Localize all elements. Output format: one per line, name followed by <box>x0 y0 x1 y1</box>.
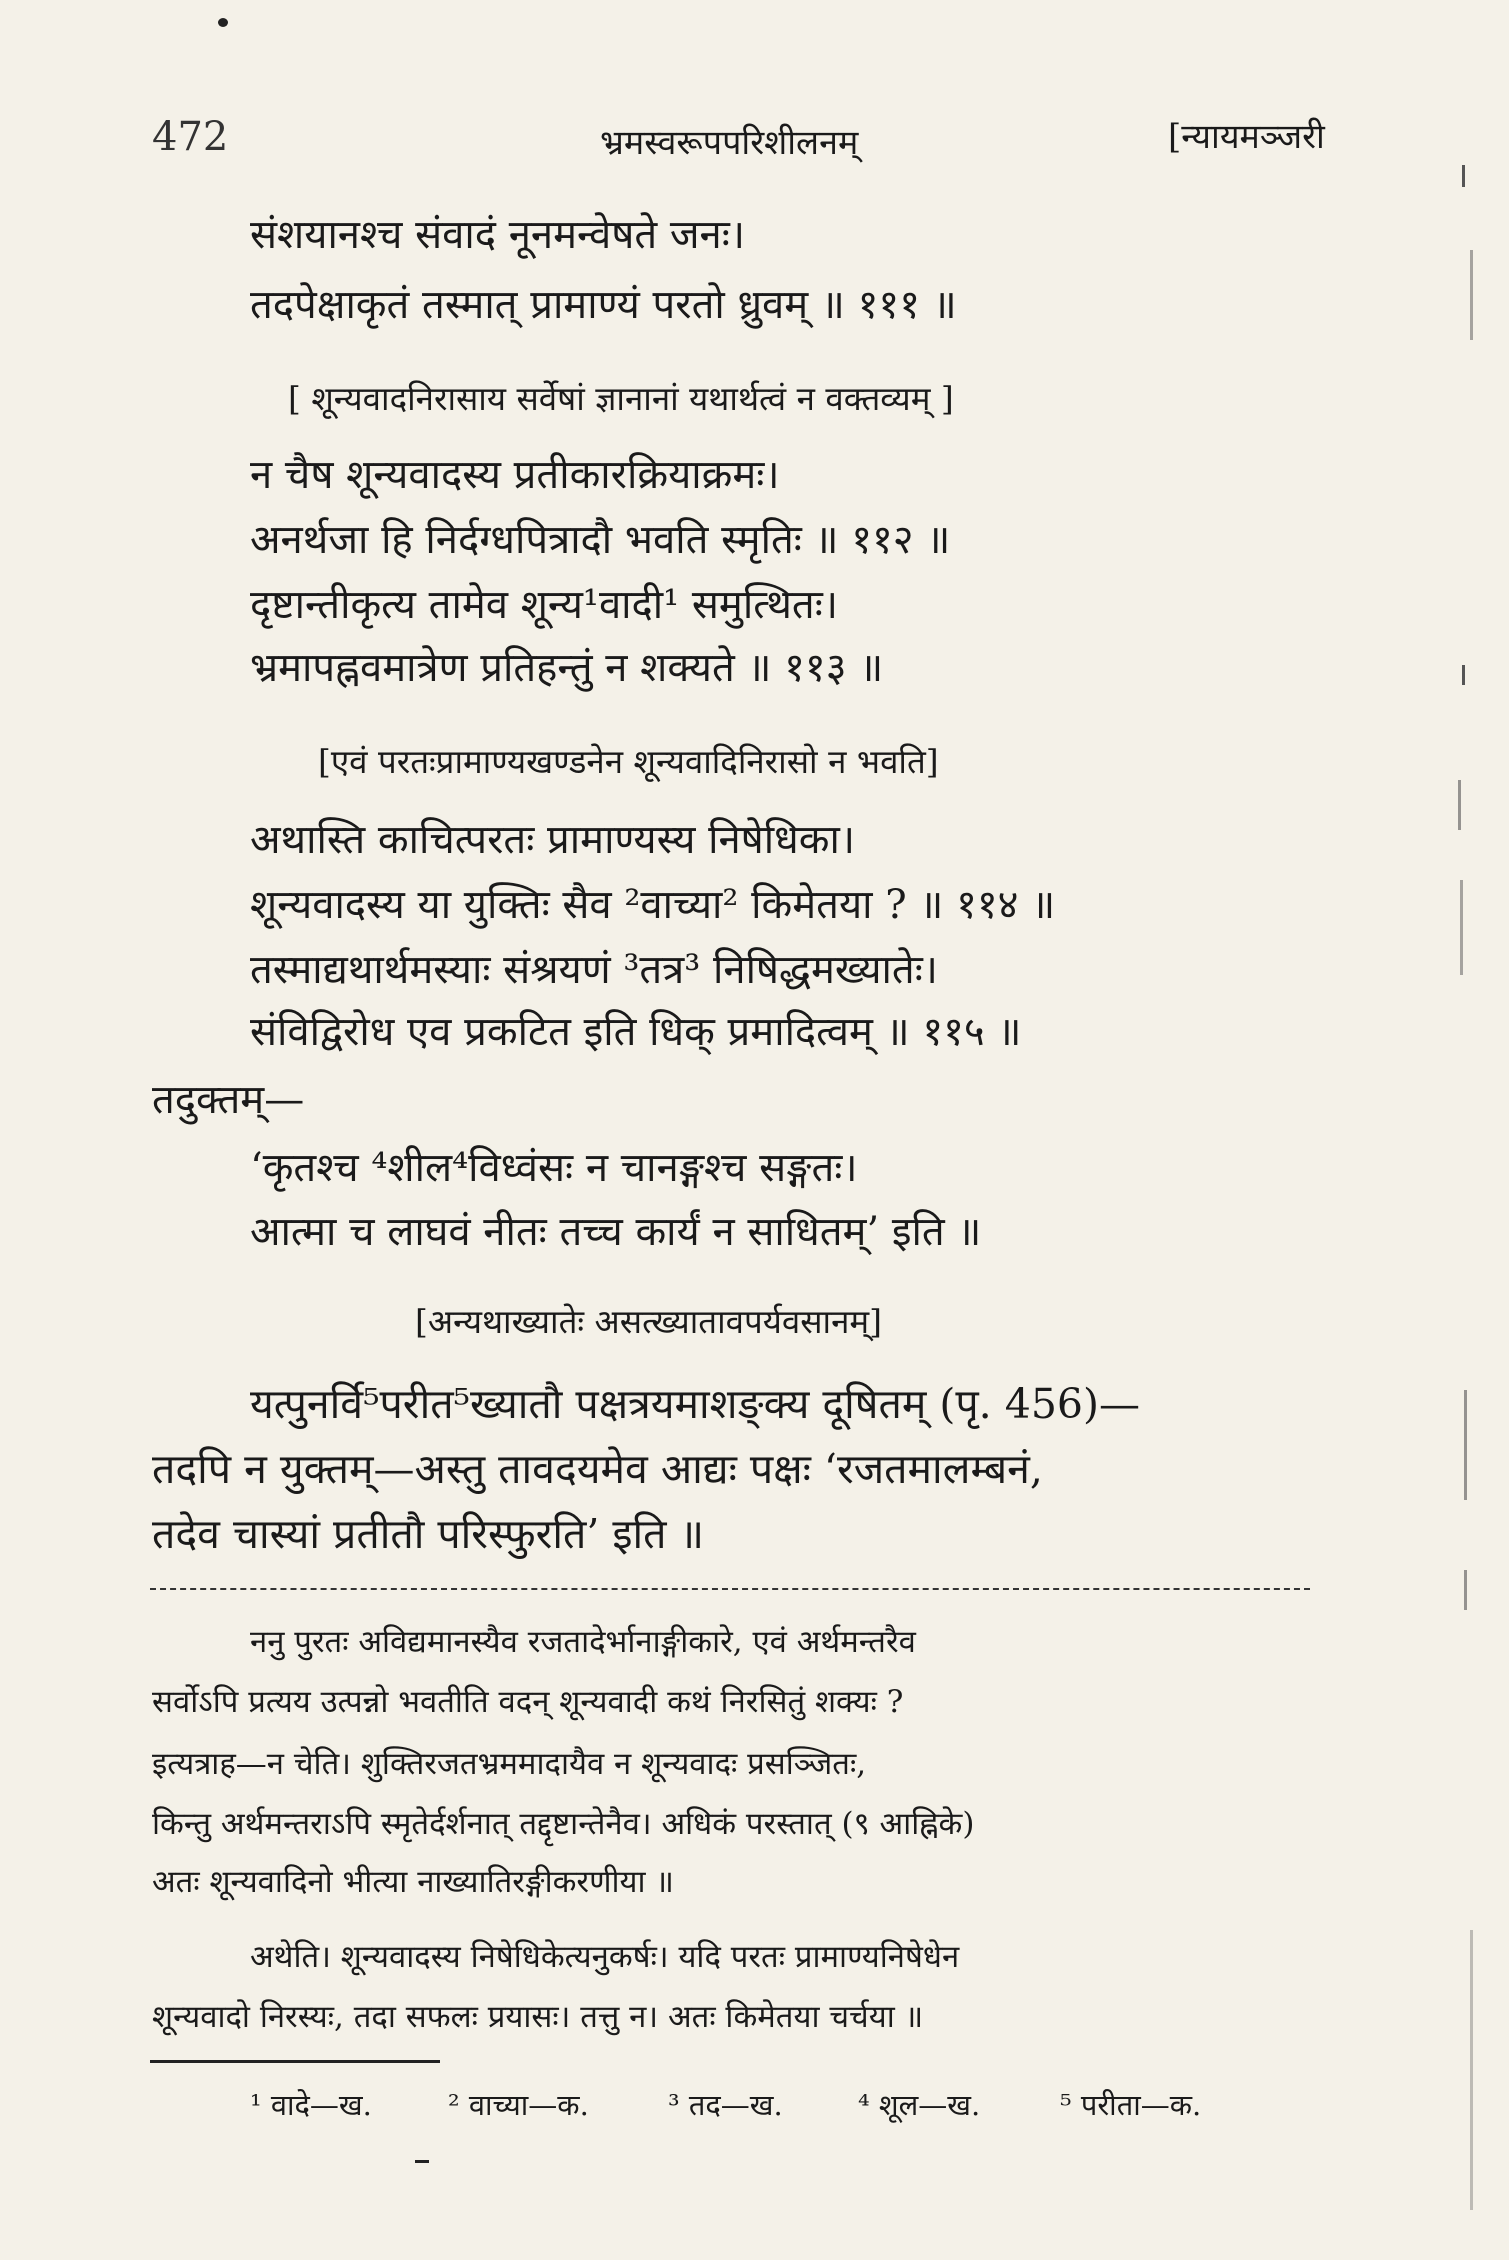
section-heading: [अन्यथाख्यातेः असत्ख्यातावपर्यवसानम्] <box>415 1302 883 1341</box>
margin-mark <box>1470 250 1473 340</box>
verse-line: न चैष शून्यवादस्य प्रतीकारक्रियाक्रमः। <box>250 452 780 498</box>
commentary-line: सर्वोऽपि प्रत्यय उत्पन्नो भवतीति वदन् शून्यवादी कथं निरसितुं शक्यः ? <box>152 1684 904 1720</box>
ink-speck <box>218 18 228 27</box>
quote-line: आत्मा च लाघवं नीतः तच्च कार्यं न साधितम्’ इति ॥ <box>250 1209 982 1255</box>
footnote: ⁵ परीता—क. <box>1060 2088 1202 2122</box>
margin-mark <box>1462 165 1465 187</box>
prose-line: तदपि न युक्तम्—अस्तु तावदयमेव आद्यः पक्षः ‘रजतमालम्बनं, <box>152 1445 1043 1493</box>
margin-mark <box>1458 780 1461 830</box>
verse-line: भ्रमापह्नवमात्रेण प्रतिहन्तुं न शक्यते ॥ ११३ ॥ <box>250 645 884 691</box>
commentary-line: शून्यवादो निरस्यः, तदा सफलः प्रयासः। तत्तु न। अतः किमेतया चर्चया ॥ <box>152 1999 924 2035</box>
footnote-rule <box>150 2060 440 2063</box>
footnote: ⁴ शूल—ख. <box>858 2088 981 2122</box>
margin-mark <box>1464 1570 1467 1610</box>
verse-line: तस्माद्यथार्थमस्याः संश्रयणं ³तत्र³ निषिद्धमख्यातेः। <box>250 947 938 993</box>
commentary-line: किन्तु अर्थमन्तराऽपि स्मृतेर्दर्शनात् तद्दृष्टान्तेनैव। अधिकं परस्तात् (९ आह्निके) <box>152 1806 975 1842</box>
margin-mark <box>1462 665 1465 685</box>
ink-speck <box>415 2160 429 2163</box>
page-number: 472 <box>152 114 229 160</box>
verse-line: संशयानश्च संवादं नूनमन्वेषते जनः। <box>250 212 745 258</box>
verse-line: शून्यवादस्य या युक्तिः सैव ²वाच्या² किमेतया ? ॥ ११४ ॥ <box>250 882 1056 928</box>
commentary-line: ननु पुरतः अविद्यमानस्यैव रजतादेर्भानाङ्गीकारे, एवं अर्थमन्तरैव <box>250 1624 916 1660</box>
taduktam-label: तदुक्तम्— <box>152 1077 305 1123</box>
margin-mark <box>1464 1390 1467 1500</box>
commentary-line: अथेति। शून्यवादस्य निषेधिकेत्यनुकर्षः। यदि परतः प्रामाण्यनिषेधेन <box>250 1939 960 1975</box>
verse-line: तदपेक्षाकृतं तस्मात् प्रामाण्यं परतो ध्रुवम् ॥ १११ ॥ <box>250 282 957 328</box>
running-title: भ्रमस्वरूपपरिशीलनम् <box>600 123 859 163</box>
verse-line: अथास्ति काचित्परतः प्रामाण्यस्य निषेधिका। <box>250 817 855 863</box>
commentary-line: अतः शून्यवादिनो भीत्या नाख्यातिरङ्गीकरणीया ॥ <box>152 1864 674 1900</box>
verse-line: दृष्टान्तीकृत्य तामेव शून्य¹वादी¹ समुत्थितः। <box>250 582 838 628</box>
verse-line: संविद्विरोध एव प्रकटित इति धिक् प्रमादित्वम् ॥ ११५ ॥ <box>250 1009 1022 1055</box>
prose-line: तदेव चास्यां प्रतीतौ परिस्फुरति’ इति ॥ <box>152 1510 705 1558</box>
section-heading: [ शून्यवादनिरासाय सर्वेषां ज्ञानानां यथार्थत्वं न वक्तव्यम् ] <box>288 379 954 418</box>
margin-mark <box>1470 1930 1473 2210</box>
separator-rule <box>150 1588 1310 1590</box>
footnote: ³ तद—ख. <box>668 2088 783 2122</box>
footnote: ¹ वादे—ख. <box>250 2088 372 2122</box>
section-heading: [एवं परतःप्रामाण्यखण्डनेन शून्यवादिनिरासो न भवति] <box>318 742 939 781</box>
verse-line: अनर्थजा हि निर्दग्धपित्रादौ भवति स्मृतिः ॥ ११२ ॥ <box>250 517 951 563</box>
prose-line: यत्पुनर्वि⁵परीत⁵ख्यातौ पक्षत्रयमाशङ्क्य दूषितम् (पृ. 456)— <box>250 1380 1140 1428</box>
commentary-line: इत्यत्राह—न चेति। शुक्तिरजतभ्रममादायैव न शून्यवादः प्रसञ्जितः, <box>152 1746 867 1782</box>
quote-line: ‘कृतश्च ⁴शील⁴विध्वंसः न चानङ्गश्च सङ्गतः। <box>250 1145 858 1191</box>
book-title: [न्यायमञ्जरी <box>1168 117 1325 157</box>
footnote: ² वाच्या—क. <box>448 2088 589 2122</box>
margin-mark <box>1460 880 1463 975</box>
